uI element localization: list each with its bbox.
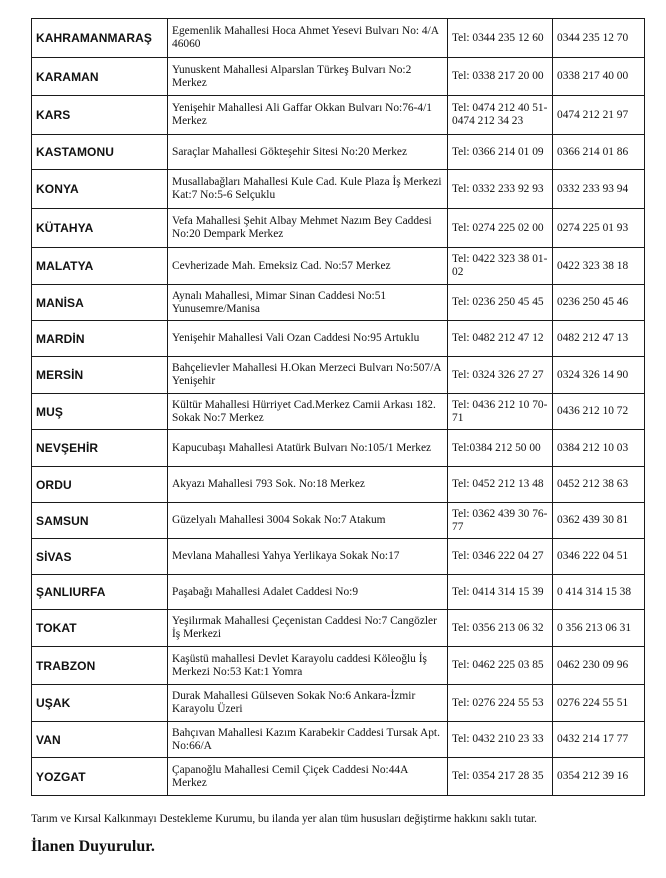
footer-note: Tarım ve Kırsal Kalkınmayı Destekleme Kurumu, bu ilanda yer alan tüm hususları değiştirme hakkını saklı tutar. xyxy=(31,813,537,825)
office-address: Saraçlar Mahallesi Gökteşehir Sitesi No:20 Merkez xyxy=(168,135,448,170)
city-name: NEVŞEHİR xyxy=(32,430,168,467)
office-address: Egemenlik Mahallesi Hoca Ahmet Yesevi Bulvarı No: 4/A 46060 xyxy=(168,19,448,58)
fax-number: 0474 212 21 97 xyxy=(553,96,645,135)
city-name: KÜTAHYA xyxy=(32,209,168,248)
office-address: Yeşilırmak Mahallesi Çeçenistan Caddesi No:7 Cangözler İş Merkezi xyxy=(168,610,448,647)
phone-number: Tel: 0338 217 20 00 xyxy=(448,58,553,96)
phone-number: Tel: 0346 222 04 27 xyxy=(448,539,553,575)
city-name: ORDU xyxy=(32,467,168,503)
office-address: Aynalı Mahallesi, Mimar Sinan Caddesi No:51 Yunusemre/Manisa xyxy=(168,285,448,321)
city-name: MALATYA xyxy=(32,248,168,285)
fax-number: 0422 323 38 18 xyxy=(553,248,645,285)
table-row xyxy=(32,575,645,610)
phone-number: Tel: 0362 439 30 76-77 xyxy=(448,503,553,539)
city-name: KAHRAMANMARAŞ xyxy=(32,19,168,58)
phone-number: Tel: 0344 235 12 60 xyxy=(448,19,553,58)
phone-number: Tel:0384 212 50 00 xyxy=(448,430,553,467)
table-row xyxy=(32,647,645,685)
table-row xyxy=(32,58,645,96)
fax-number: 0 414 314 15 38 xyxy=(553,575,645,610)
phone-number: Tel: 0436 212 10 70-71 xyxy=(448,394,553,430)
city-name: ŞANLIURFA xyxy=(32,575,168,610)
fax-number: 0346 222 04 51 xyxy=(553,539,645,575)
fax-number: 0366 214 01 86 xyxy=(553,135,645,170)
city-name: VAN xyxy=(32,722,168,758)
fax-number: 0432 214 17 77 xyxy=(553,722,645,758)
fax-number: 0236 250 45 46 xyxy=(553,285,645,321)
office-address: Durak Mahallesi Gülseven Sokak No:6 Ankara-İzmir Karayolu Üzeri xyxy=(168,685,448,722)
city-name: UŞAK xyxy=(32,685,168,722)
office-address: Paşabağı Mahallesi Adalet Caddesi No:9 xyxy=(168,575,448,610)
city-name: TOKAT xyxy=(32,610,168,647)
fax-number: 0338 217 40 00 xyxy=(553,58,645,96)
city-name: KARS xyxy=(32,96,168,135)
city-name: YOZGAT xyxy=(32,758,168,796)
phone-number: Tel: 0332 233 92 93 xyxy=(448,170,553,209)
fax-number: 0482 212 47 13 xyxy=(553,321,645,357)
table-row xyxy=(32,170,645,209)
table-row xyxy=(32,758,645,796)
office-address: Bahçelievler Mahallesi H.Okan Merzeci Bulvarı No:507/A Yenişehir xyxy=(168,357,448,394)
city-name: MERSİN xyxy=(32,357,168,394)
fax-number: 0362 439 30 81 xyxy=(553,503,645,539)
city-name: SİVAS xyxy=(32,539,168,575)
city-name: SAMSUN xyxy=(32,503,168,539)
closing-statement: İlanen Duyurulur. xyxy=(31,838,155,855)
office-address: Kültür Mahallesi Hürriyet Cad.Merkez Camii Arkası 182. Sokak No:7 Merkez xyxy=(168,394,448,430)
office-directory xyxy=(31,18,644,796)
city-name: MUŞ xyxy=(32,394,168,430)
phone-number: Tel: 0356 213 06 32 xyxy=(448,610,553,647)
fax-number: 0354 212 39 16 xyxy=(553,758,645,796)
office-address: Yunuskent Mahallesi Alparslan Türkeş Bulvarı No:2 Merkez xyxy=(168,58,448,96)
phone-number: Tel: 0354 217 28 35 xyxy=(448,758,553,796)
phone-number: Tel: 0236 250 45 45 xyxy=(448,285,553,321)
city-name: KASTAMONU xyxy=(32,135,168,170)
phone-number: Tel: 0324 326 27 27 xyxy=(448,357,553,394)
fax-number: 0332 233 93 94 xyxy=(553,170,645,209)
phone-number: Tel: 0452 212 13 48 xyxy=(448,467,553,503)
table-row xyxy=(32,19,645,58)
office-address: Cevherizade Mah. Emeksiz Cad. No:57 Merkez xyxy=(168,248,448,285)
phone-number: Tel: 0432 210 23 33 xyxy=(448,722,553,758)
table-row xyxy=(32,96,645,135)
table-row xyxy=(32,503,645,539)
table-row xyxy=(32,722,645,758)
fax-number: 0324 326 14 90 xyxy=(553,357,645,394)
phone-number: Tel: 0422 323 38 01-02 xyxy=(448,248,553,285)
table-row xyxy=(32,248,645,285)
directory-rows xyxy=(32,19,645,796)
office-address: Akyazı Mahallesi 793 Sok. No:18 Merkez xyxy=(168,467,448,503)
office-address: Yenişehir Mahallesi Ali Gaffar Okkan Bulvarı No:76-4/1 Merkez xyxy=(168,96,448,135)
fax-number: 0276 224 55 51 xyxy=(553,685,645,722)
table-row xyxy=(32,321,645,357)
city-name: MARDİN xyxy=(32,321,168,357)
table-row xyxy=(32,610,645,647)
table-row xyxy=(32,685,645,722)
table-row xyxy=(32,209,645,248)
fax-number: 0436 212 10 72 xyxy=(553,394,645,430)
fax-number: 0462 230 09 96 xyxy=(553,647,645,685)
table-row xyxy=(32,467,645,503)
table-row xyxy=(32,135,645,170)
fax-number: 0384 212 10 03 xyxy=(553,430,645,467)
office-address: Mevlana Mahallesi Yahya Yerlikaya Sokak No:17 xyxy=(168,539,448,575)
phone-number: Tel: 0276 224 55 53 xyxy=(448,685,553,722)
fax-number: 0 356 213 06 31 xyxy=(553,610,645,647)
table-row xyxy=(32,430,645,467)
office-address: Kaşüstü mahallesi Devlet Karayolu caddesi Köleoğlu İş Merkezi No:53 Kat:1 Yomra xyxy=(168,647,448,685)
table-row xyxy=(32,357,645,394)
phone-number: Tel: 0274 225 02 00 xyxy=(448,209,553,248)
fax-number: 0344 235 12 70 xyxy=(553,19,645,58)
city-name: TRABZON xyxy=(32,647,168,685)
office-directory-table xyxy=(31,18,645,796)
city-name: KONYA xyxy=(32,170,168,209)
phone-number: Tel: 0462 225 03 85 xyxy=(448,647,553,685)
phone-number: Tel: 0414 314 15 39 xyxy=(448,575,553,610)
office-address: Bahçıvan Mahallesi Kazım Karabekir Caddesi Tursak Apt. No:66/A xyxy=(168,722,448,758)
table-row xyxy=(32,394,645,430)
city-name: MANİSA xyxy=(32,285,168,321)
table-row xyxy=(32,539,645,575)
phone-number: Tel: 0366 214 01 09 xyxy=(448,135,553,170)
office-address: Yenişehir Mahallesi Vali Ozan Caddesi No:95 Artuklu xyxy=(168,321,448,357)
fax-number: 0274 225 01 93 xyxy=(553,209,645,248)
table-row xyxy=(32,285,645,321)
office-address: Çapanoğlu Mahallesi Cemil Çiçek Caddesi No:44A Merkez xyxy=(168,758,448,796)
office-address: Vefa Mahallesi Şehit Albay Mehmet Nazım Bey Caddesi No:20 Dempark Merkez xyxy=(168,209,448,248)
phone-number: Tel: 0482 212 47 12 xyxy=(448,321,553,357)
office-address: Kapucubaşı Mahallesi Atatürk Bulvarı No:105/1 Merkez xyxy=(168,430,448,467)
office-address: Musallabağları Mahallesi Kule Cad. Kule Plaza İş Merkezi Kat:7 No:5-6 Selçuklu xyxy=(168,170,448,209)
office-address: Güzelyalı Mahallesi 3004 Sokak No:7 Atakum xyxy=(168,503,448,539)
phone-number: Tel: 0474 212 40 51-0474 212 34 23 xyxy=(448,96,553,135)
city-name: KARAMAN xyxy=(32,58,168,96)
fax-number: 0452 212 38 63 xyxy=(553,467,645,503)
